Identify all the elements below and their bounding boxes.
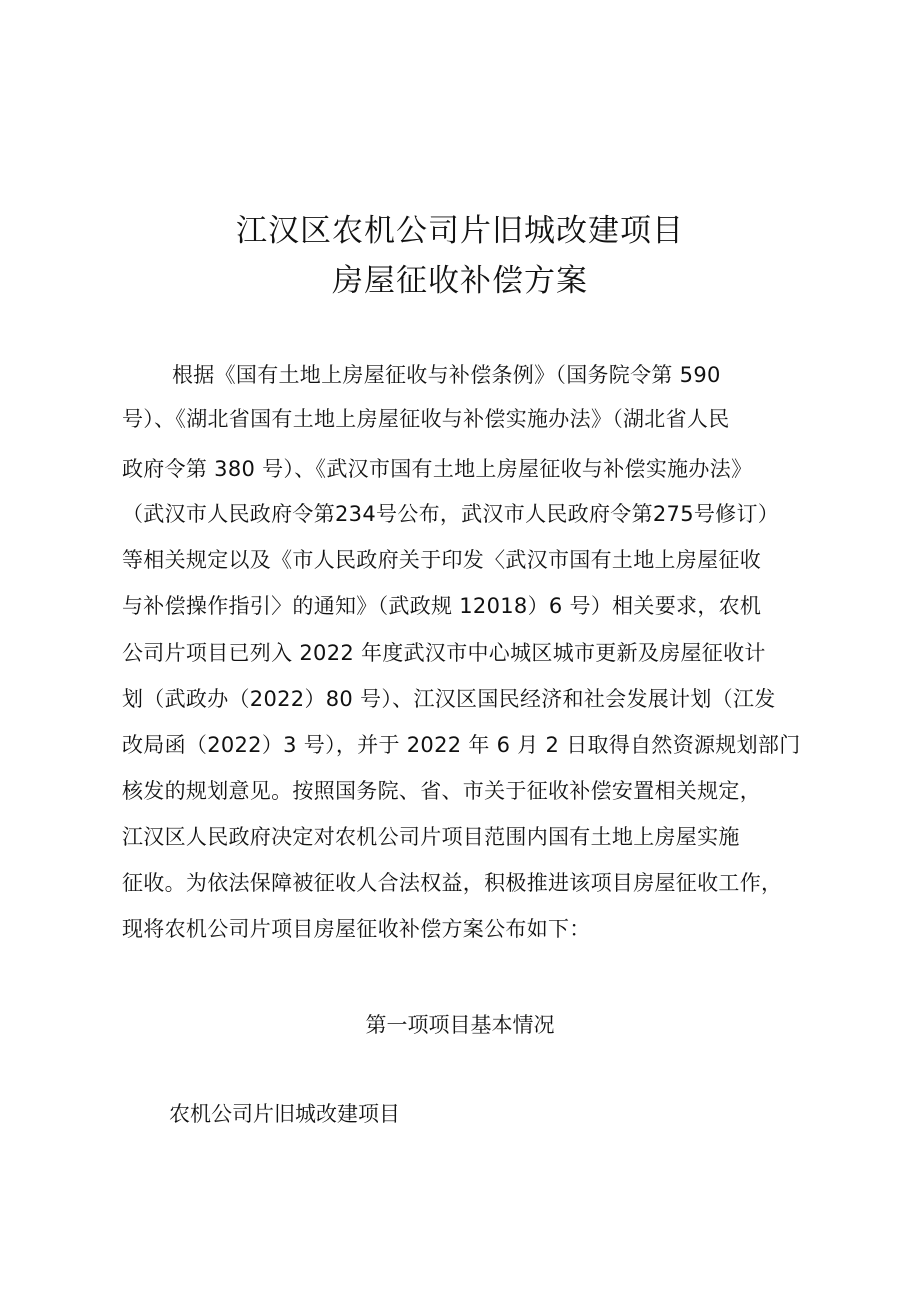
paragraph-line: 号）、《湖北省国有土地上房屋征收与补偿实施办法》（湖北省人民 [122, 407, 730, 431]
document-title-line-2: 房屋征收补偿方案 [332, 263, 588, 299]
paragraph-line: 现将农机公司片项目房屋征收补偿方案公布如下： [122, 917, 591, 941]
paragraph-line: 等相关规定以及《市人民政府关于印发〈武汉市国有土地上房屋征收 [122, 548, 761, 572]
paragraph-line: 根据《国有土地上房屋征收与补偿条例》（国务院令第 590 [172, 363, 721, 387]
project-name: 农机公司片旧城改建项目 [169, 1102, 400, 1126]
section-heading: 第一项项目基本情况 [365, 1013, 555, 1037]
paragraph-line: 征收。为依法保障被征收人合法权益，积极推进该项目房屋征收工作， [122, 871, 783, 895]
paragraph-line: 江汉区人民政府决定对农机公司片项目范围内国有土地上房屋实施 [122, 825, 740, 849]
paragraph-line: 划（武政办（2022）80 号）、江汉区国民经济和社会发展计划（江发 [122, 687, 776, 711]
paragraph-line: 核发的规划意见。按照国务院、省、市关于征收补偿安置相关规定， [122, 779, 761, 803]
paragraph-line: （武汉市人民政府令第234号公布，武汉市人民政府令第275号修订） [122, 502, 780, 526]
paragraph-line: 公司片项目已列入 2022 年度武汉市中心城区城市更新及房屋征收计 [122, 641, 766, 665]
paragraph-line: 政府令第 380 号）、《武汉市国有土地上房屋征收与补偿实施办法》 [122, 457, 753, 481]
paragraph-line: 与补偿操作指引〉的通知》（武政规 12018）6 号）相关要求，农机 [122, 594, 762, 618]
document-title-line-1: 江汉区农机公司片旧城改建项目 [236, 213, 684, 249]
paragraph-line: 改局函（2022）3 号），并于 2022 年 6 月 2 日取得自然资源规划部门 [122, 733, 801, 757]
